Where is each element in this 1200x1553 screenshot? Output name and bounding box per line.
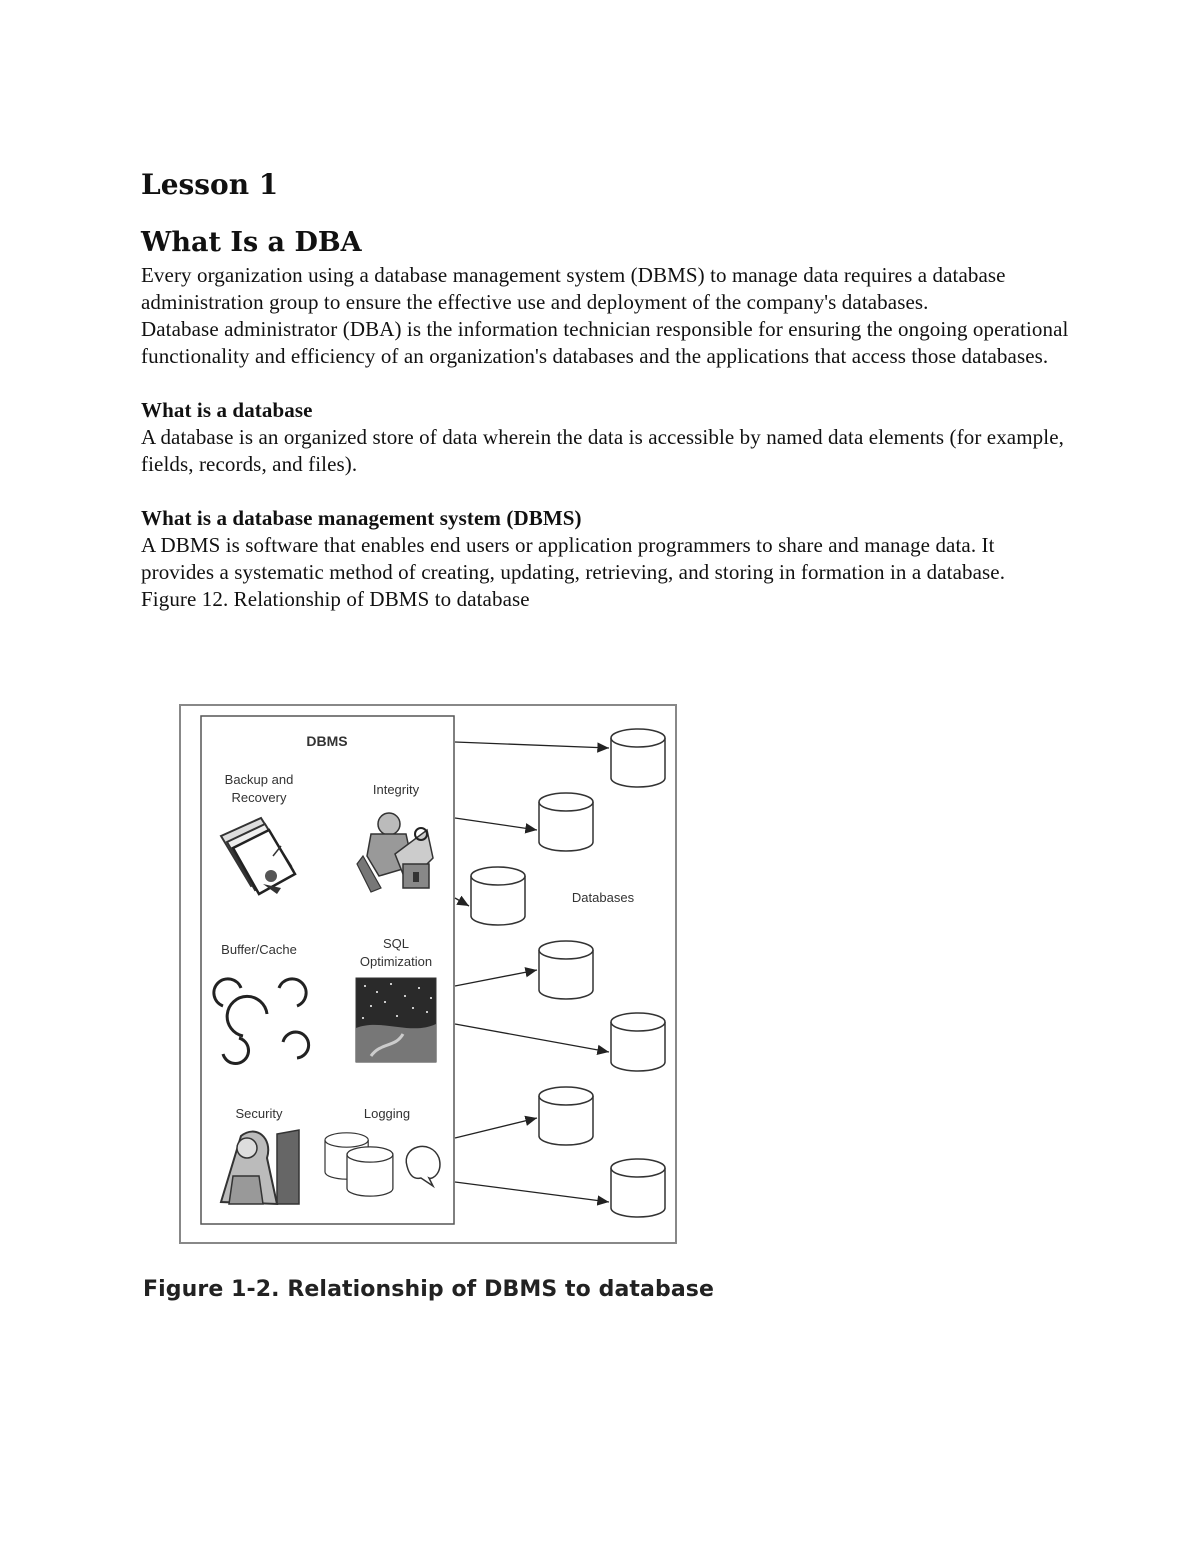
database-cylinder bbox=[611, 729, 665, 787]
sql-label-line2: Optimization bbox=[359, 954, 433, 969]
dbms-box-label: DBMS bbox=[306, 733, 348, 749]
database-cylinder bbox=[611, 1013, 665, 1071]
dbms-diagram bbox=[181, 706, 675, 1242]
database-cylinder bbox=[539, 941, 593, 999]
dba-definition-paragraph: Database administrator (DBA) is the information technician responsible for ensuring the ongoing operational functionality and efficiency of an organization's databases and the applications that access those databases. bbox=[141, 317, 1069, 368]
backup-label-line1: Backup and bbox=[224, 772, 294, 787]
database-cylinder bbox=[539, 793, 593, 851]
database-cylinder bbox=[471, 867, 525, 925]
sql-label-line1: SQL bbox=[382, 936, 410, 951]
buffer-cache-label: Buffer/Cache bbox=[221, 942, 297, 957]
security-label: Security bbox=[235, 1106, 283, 1121]
sql-optimization-icon bbox=[356, 978, 436, 1062]
logging-label: Logging bbox=[363, 1106, 411, 1121]
database-heading: What is a database bbox=[141, 398, 313, 422]
intro-paragraph: Every organization using a database management system (DBMS) to manage data requires a database administration group to ensure the effective use and deployment of the company's databases. bbox=[141, 263, 1006, 314]
figure-label: Figure 12. Relationship of DBMS to database bbox=[141, 587, 530, 611]
integrity-label: Integrity bbox=[372, 782, 420, 797]
document-body bbox=[141, 166, 1071, 613]
figure-caption: Figure 1-2. Relationship of DBMS to database bbox=[143, 1277, 714, 1302]
dbms-definition: A DBMS is software that enables end users or application programmers to share and manage data. It provides a systematic method of creating, updating, retrieving, and storing in formation in a database. bbox=[141, 533, 1006, 584]
dbms-figure bbox=[179, 704, 677, 1244]
lesson-title: Lesson 1 bbox=[141, 168, 279, 201]
dbms-heading: What is a database management system (DBMS) bbox=[141, 506, 582, 530]
databases-label: Databases bbox=[571, 890, 635, 905]
section-title: What Is a DBA bbox=[141, 227, 362, 258]
backup-label-line2: Recovery bbox=[231, 790, 287, 805]
database-cylinder bbox=[611, 1159, 665, 1217]
database-definition: A database is an organized store of data wherein the data is accessible by named data elements (for example, fields, records, and files). bbox=[141, 425, 1064, 476]
database-cylinder bbox=[539, 1087, 593, 1145]
